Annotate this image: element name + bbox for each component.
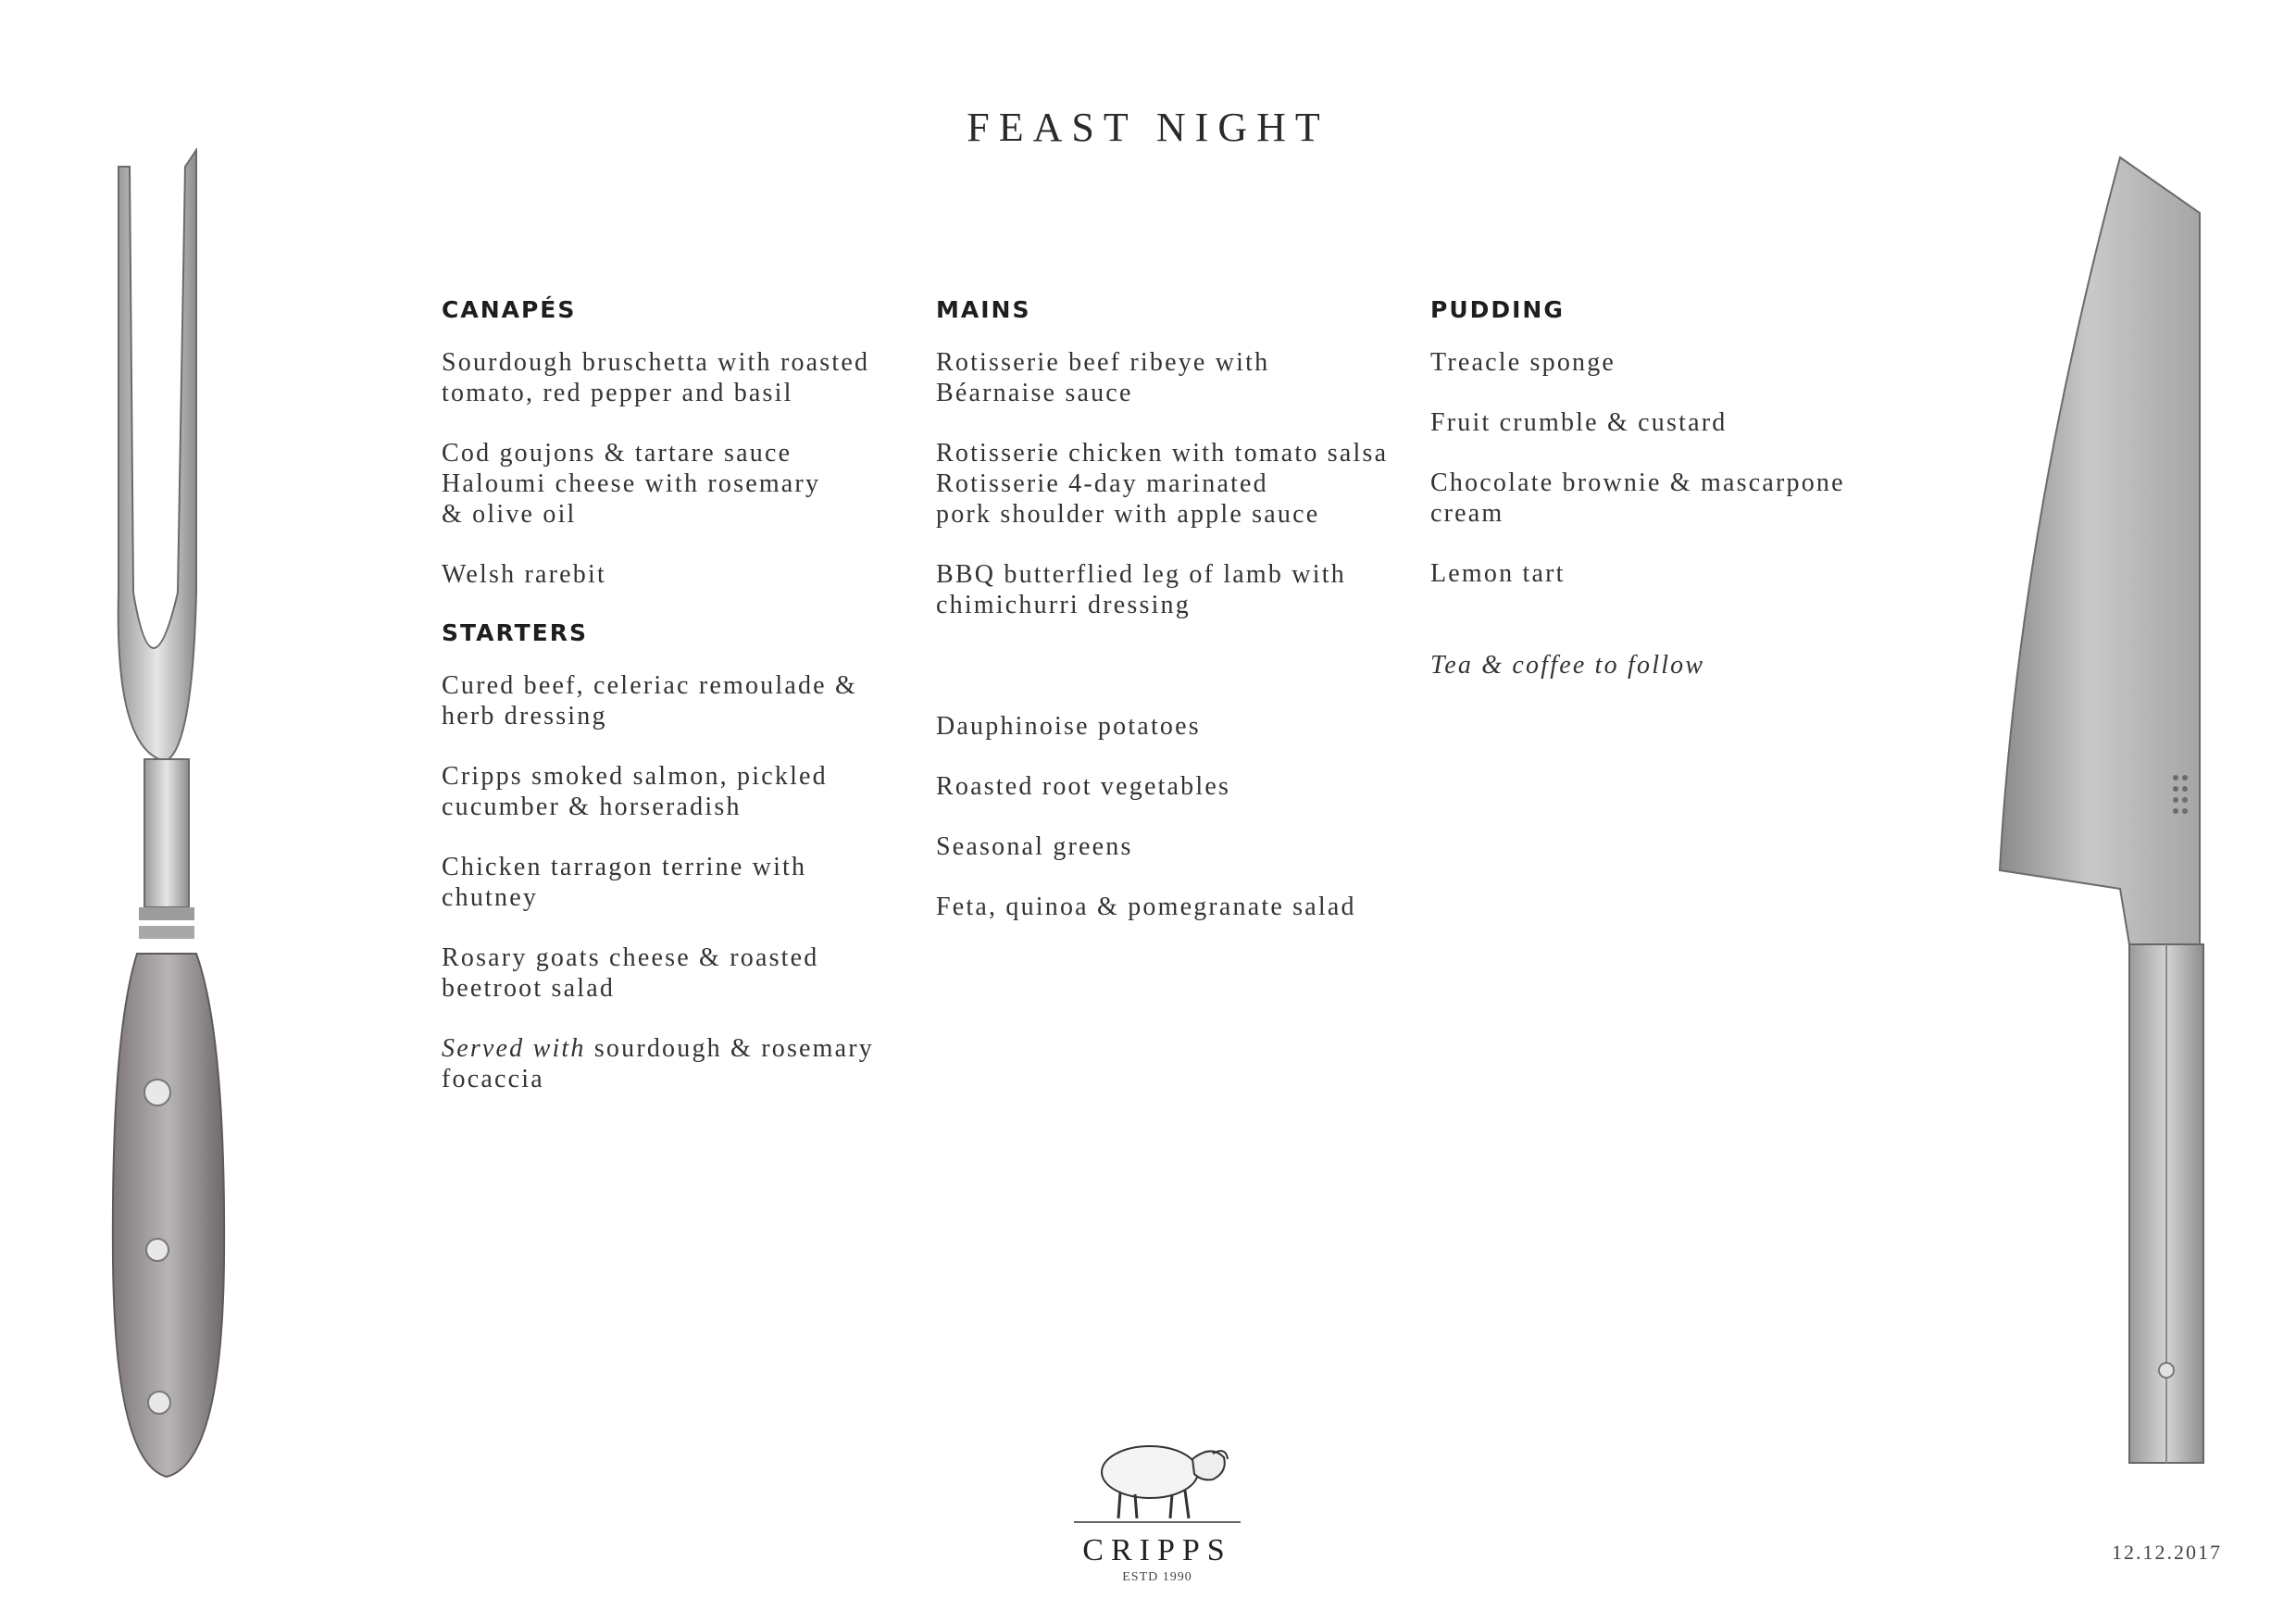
menu-title: FEAST NIGHT bbox=[967, 105, 1329, 150]
side-item: Dauphinoise potatoes bbox=[936, 712, 1201, 741]
tea-coffee-note: Tea & coffee to follow bbox=[1430, 651, 1705, 680]
menu-item: Cripps smoked salmon, pickled cucumber & horseradish bbox=[442, 762, 828, 821]
menu-item: BBQ butterflied leg of lamb with chimichurri dressing bbox=[936, 560, 1346, 619]
cripps-logo bbox=[1055, 1426, 1259, 1585]
menu-item: Lemon tart bbox=[1430, 559, 1566, 588]
menu-date: 12.12.2017 bbox=[2112, 1541, 2222, 1564]
side-item: Feta, quinoa & pomegranate salad bbox=[936, 893, 1356, 921]
carving-fork-icon bbox=[93, 148, 250, 1481]
menu-item: Fruit crumble & custard bbox=[1430, 408, 1728, 437]
served-with-note: Served with sourdough & rosemary focaccia bbox=[442, 1034, 875, 1093]
menu-item: Rosary goats cheese & roasted beetroot salad bbox=[442, 943, 819, 1003]
menu-item: Rotisserie chicken with tomato salsa Rotisserie 4-day marinated pork shoulder with apple sauce bbox=[936, 439, 1389, 529]
menu-item: Welsh rarebit bbox=[442, 560, 606, 589]
brand-name: CRIPPS bbox=[1082, 1533, 1232, 1567]
menu-item: Chicken tarragon terrine with chutney bbox=[442, 853, 807, 912]
menu-item: Treacle sponge bbox=[1430, 348, 1616, 377]
mains-column bbox=[936, 296, 1399, 952]
menu-item: Rotisserie beef ribeye with Béarnaise sauce bbox=[936, 348, 1270, 407]
menu-item: Cured beef, celeriac remoulade & herb dressing bbox=[442, 671, 857, 730]
side-item: Roasted root vegetables bbox=[936, 772, 1231, 801]
pudding-column bbox=[1430, 296, 1893, 710]
pudding-heading: PUDDING bbox=[1430, 296, 1565, 323]
knife-icon bbox=[1981, 148, 2222, 1481]
starters-heading: STARTERS bbox=[442, 619, 588, 646]
canapes-heading: CANAPÉS bbox=[442, 296, 577, 323]
mains-heading: MAINS bbox=[936, 296, 1031, 323]
sheep-icon bbox=[1065, 1426, 1250, 1528]
side-item: Seasonal greens bbox=[936, 832, 1133, 861]
menu-item: Sourdough bruschetta with roasted tomato, red pepper and basil bbox=[442, 348, 870, 407]
menu-item: Cod goujons & tartare sauce Haloumi cheese with rosemary & olive oil bbox=[442, 439, 821, 529]
canapes-starters-column bbox=[442, 296, 905, 1124]
established-year: ESTD 1990 bbox=[1122, 1570, 1192, 1584]
menu-item: Chocolate brownie & mascarpone cream bbox=[1430, 468, 1845, 528]
